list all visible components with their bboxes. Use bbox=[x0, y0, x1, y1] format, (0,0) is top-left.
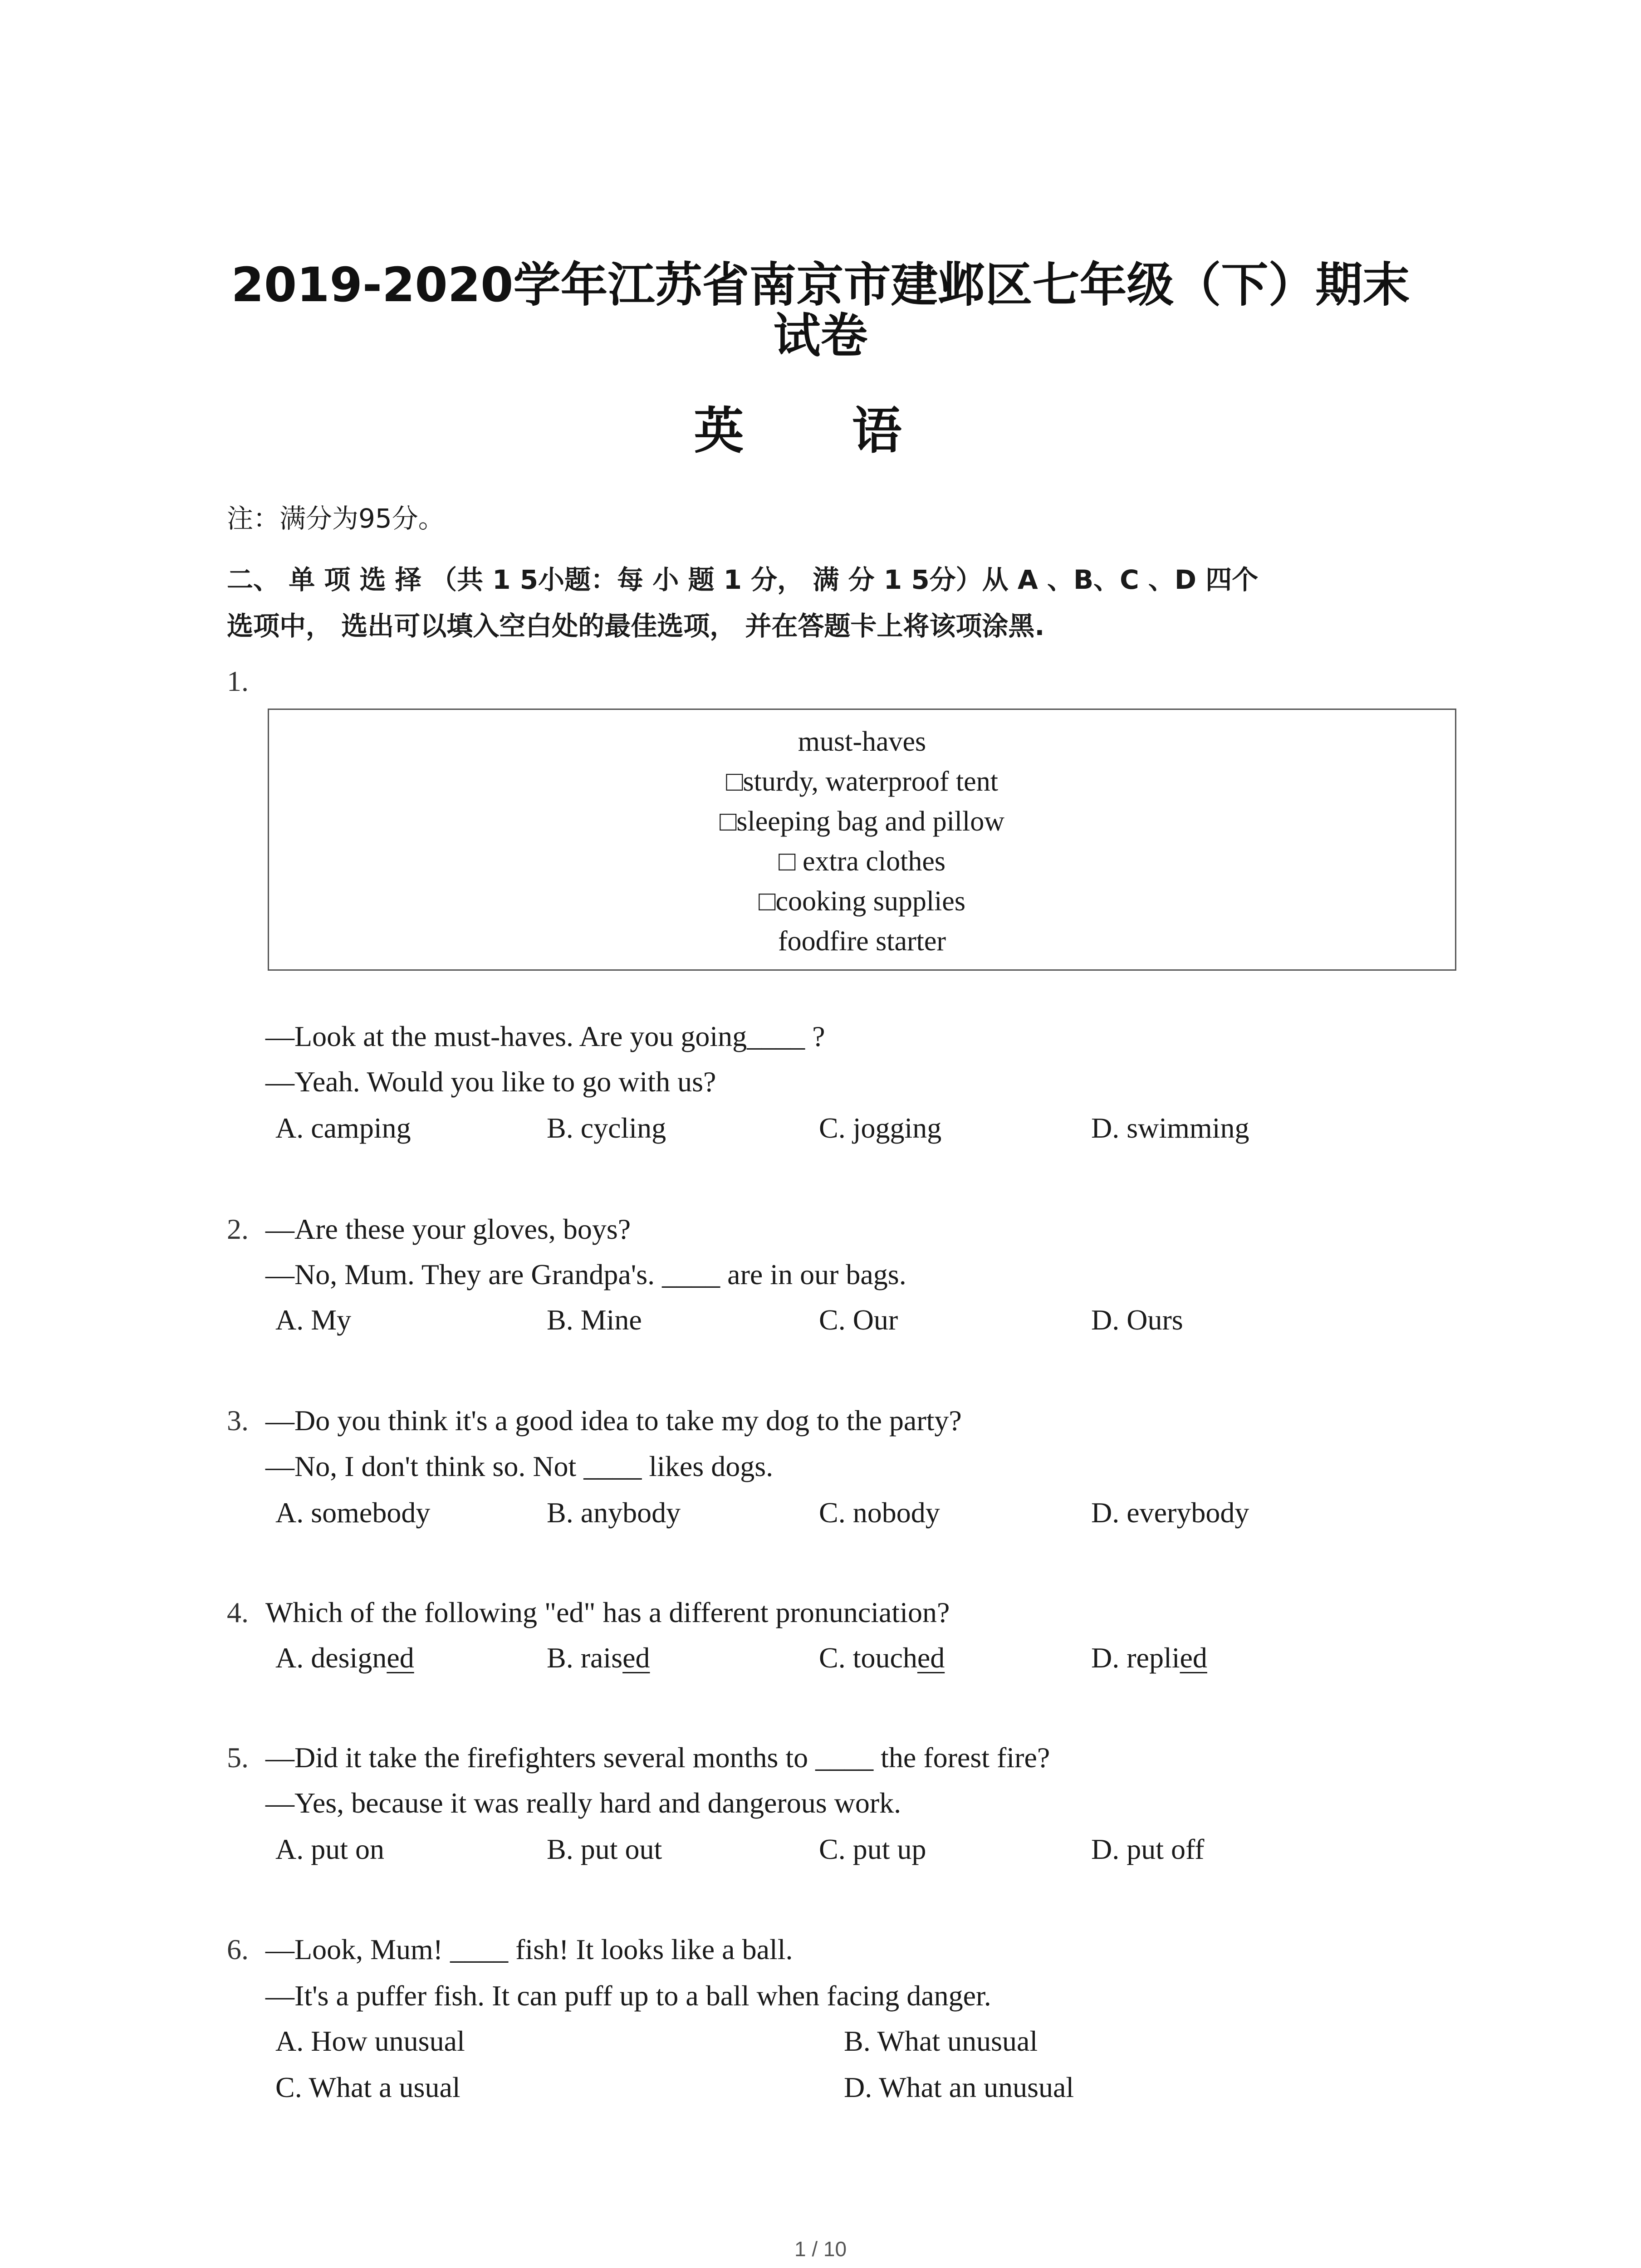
question-1-option-d[interactable]: D. swimming bbox=[1091, 1112, 1249, 1144]
question-1-option-a[interactable]: A. camping bbox=[275, 1112, 411, 1144]
question-4-option-a[interactable] bbox=[275, 1640, 414, 1676]
question-5-line-1: —Did it take the firefighters several months to ____ the forest fire? bbox=[265, 1741, 1050, 1774]
question-5-option-a[interactable]: A. put on bbox=[275, 1833, 384, 1865]
question-5-option-b[interactable]: B. put out bbox=[547, 1833, 662, 1865]
question-3-line-2: —No, I don't think so. Not ____ likes dogs. bbox=[265, 1450, 774, 1482]
box-line: □ extra clothes bbox=[779, 846, 945, 877]
question-1-line-1: —Look at the must-haves. Are you going____ ? bbox=[265, 1020, 825, 1052]
box-line: □sturdy, waterproof tent bbox=[726, 766, 998, 797]
question-1-option-c[interactable]: C. jogging bbox=[819, 1112, 942, 1144]
question-2-option-c[interactable]: C. Our bbox=[819, 1304, 898, 1336]
question-1-line-2: —Yeah. Would you like to go with us? bbox=[265, 1066, 716, 1098]
question-6-line-1: —Look, Mum! ____ fish! It looks like a ball. bbox=[265, 1933, 793, 1965]
question-2-number: 2. bbox=[227, 1213, 249, 1245]
exam-title-line-2: 试卷 bbox=[773, 308, 868, 363]
score-note: 注：满分为95分。 bbox=[227, 503, 445, 534]
question-2-line-1: —Are these your gloves, boys? bbox=[265, 1213, 631, 1245]
question-4-number: 4. bbox=[227, 1596, 249, 1628]
option-text: B. rais bbox=[547, 1642, 623, 1674]
question-6-line-2: —It's a puffer fish. It can puff up to a ball when facing danger. bbox=[265, 1980, 991, 2012]
question-5-option-c[interactable]: C. put up bbox=[819, 1833, 926, 1865]
option-text: C. touch bbox=[819, 1642, 917, 1674]
question-5-option-d[interactable]: D. put off bbox=[1091, 1833, 1205, 1865]
question-2-line-2: —No, Mum. They are Grandpa's. ____ are in our bags. bbox=[265, 1258, 906, 1290]
question-2-option-d[interactable]: D. Ours bbox=[1091, 1304, 1183, 1336]
question-3-number: 3. bbox=[227, 1404, 249, 1437]
question-6-option-a[interactable]: A. How unusual bbox=[275, 2025, 465, 2057]
question-5-line-2: —Yes, because it was really hard and dangerous work. bbox=[265, 1787, 901, 1819]
question-3-line-1: —Do you think it's a good idea to take my dog to the party? bbox=[265, 1404, 962, 1437]
page-number: 1 / 10 bbox=[794, 2237, 847, 2261]
question-3-option-c[interactable]: C. nobody bbox=[819, 1496, 940, 1529]
must-haves-box bbox=[268, 709, 1456, 971]
question-4-option-b[interactable] bbox=[547, 1640, 650, 1676]
question-2-option-a[interactable]: A. My bbox=[275, 1304, 352, 1336]
section-instruction-line-2: 选项中， 选出可以填入空白处的最佳选项， 并在答题卡上将该项涂黑. bbox=[227, 611, 1045, 641]
question-4-option-c[interactable] bbox=[819, 1640, 945, 1676]
box-line: □sleeping bag and pillow bbox=[719, 806, 1005, 837]
underlined-ed: ed bbox=[1180, 1642, 1207, 1674]
box-line: □cooking supplies bbox=[759, 886, 965, 917]
question-6-number: 6. bbox=[227, 1933, 249, 1965]
question-3-option-b[interactable]: B. anybody bbox=[547, 1496, 681, 1529]
exam-title-line-1: 2019-2020学年江苏省南京市建邺区七年级（下）期末 bbox=[231, 257, 1410, 313]
question-3-option-a[interactable]: A. somebody bbox=[275, 1496, 431, 1529]
question-5-number: 5. bbox=[227, 1741, 249, 1774]
question-1-number: 1. bbox=[227, 665, 249, 697]
question-4-option-d[interactable] bbox=[1091, 1640, 1207, 1676]
option-text: D. repli bbox=[1091, 1642, 1180, 1674]
question-2-option-b[interactable]: B. Mine bbox=[547, 1304, 642, 1336]
option-text: A. design bbox=[275, 1642, 387, 1674]
question-3-option-d[interactable]: D. everybody bbox=[1091, 1496, 1249, 1529]
question-6-option-d[interactable]: D. What an unusual bbox=[844, 2071, 1074, 2103]
question-4-line-1: Which of the following "ed" has a different pronunciation? bbox=[265, 1596, 950, 1628]
underlined-ed: ed bbox=[622, 1642, 650, 1674]
subject-heading: 英 语 bbox=[694, 401, 947, 460]
underlined-ed: ed bbox=[917, 1642, 945, 1674]
box-line: must-haves bbox=[798, 726, 926, 757]
question-1-option-b[interactable]: B. cycling bbox=[547, 1112, 666, 1144]
question-6-option-b[interactable]: B. What unusual bbox=[844, 2025, 1038, 2057]
underlined-ed: ed bbox=[387, 1642, 414, 1674]
question-6-option-c[interactable]: C. What a usual bbox=[275, 2071, 460, 2103]
section-instruction-line-1: 二、 单 项 选 择 （共 1 5小题：每 小 题 1 分， 满 分 1 5分）从 A 、B、C 、D 四个 bbox=[227, 564, 1259, 595]
box-line: foodfire starter bbox=[778, 926, 946, 957]
